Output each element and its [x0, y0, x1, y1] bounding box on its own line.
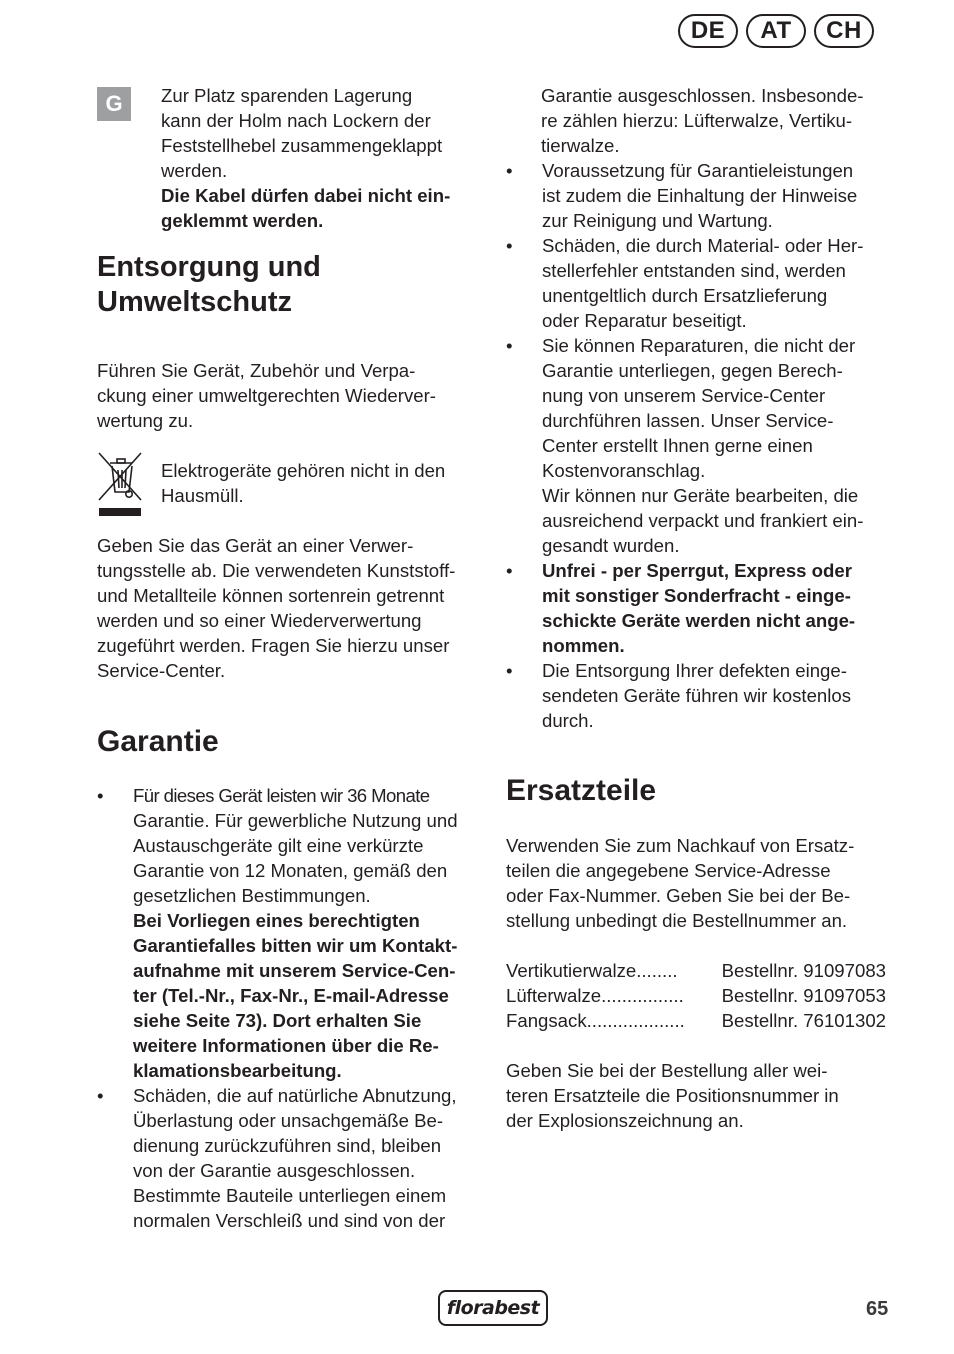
warranty-list-right [506, 158, 901, 733]
figure-marker-g: G [97, 87, 131, 121]
part-order-number: Bestellnr. 91097083 [721, 960, 886, 981]
text-line: Sie können Reparaturen, die nicht der [542, 335, 856, 356]
storage-line: kann der Holm nach Lockern der [161, 110, 431, 131]
text-line: Führen Sie Gerät, Zubehör und Verpa- [97, 360, 416, 381]
spare-parts-paragraph-1 [506, 833, 901, 933]
part-name: Vertikutierwalze [506, 960, 637, 981]
text-line: Center erstellt Ihnen gerne einen [542, 435, 813, 456]
disposal-paragraph-1 [97, 358, 487, 433]
bullet: • [506, 160, 513, 181]
text-line: Geben Sie das Gerät an einer Verwer- [97, 535, 414, 556]
text-line: Für dieses Gerät leisten wir 36 Monate [133, 785, 430, 806]
text-line: durchführen lassen. Unser Service- [542, 410, 834, 431]
bold-line: Unfrei - per Sperrgut, Express oder [542, 560, 852, 581]
text-line: und Metallteile können sortenrein getrennt [97, 585, 445, 606]
text-line: Garantie ausgeschlossen. Insbesonde- [541, 85, 864, 106]
florabest-logo: florabest [438, 1290, 548, 1326]
text-line: Die Entsorgung Ihrer defekten einge- [542, 660, 847, 681]
text-line: Voraussetzung für Garantieleistungen [542, 160, 854, 181]
text-line: teilen die angegebene Service-Adresse [506, 860, 831, 881]
text-line: Geben Sie bei der Bestellung aller wei- [506, 1060, 828, 1081]
list-item [506, 233, 901, 333]
text-line: tierwalze. [541, 135, 620, 156]
list-item [506, 158, 901, 233]
bold-line: mit sonstiger Sonderfracht - einge- [542, 585, 851, 606]
bold-line: schickte Geräte werden nicht ange- [542, 610, 856, 631]
text-line: Kostenvoranschlag. [542, 460, 706, 481]
spare-parts-heading: Ersatzteile [506, 774, 657, 807]
disposal-heading [97, 250, 321, 320]
list-item [97, 1083, 487, 1233]
storage-line: werden. [161, 160, 228, 181]
disposal-heading-line: Umweltschutz [97, 286, 292, 318]
bold-line: nommen. [542, 635, 625, 656]
bold-line: siehe Seite 73). Dort erhalten Sie [133, 1010, 422, 1031]
disposal-paragraph-2 [97, 533, 492, 683]
bullet: • [506, 560, 513, 581]
text-line: teren Ersatzteile die Positionsnummer in [506, 1085, 839, 1106]
text-line: tungsstelle ab. Die verwendeten Kunststoff- [97, 560, 456, 581]
badge-at: AT [746, 14, 806, 48]
spare-part-row [506, 958, 886, 983]
bullet: • [97, 1085, 104, 1106]
text-line: normalen Verschleiß und sind von der [133, 1210, 446, 1231]
text-line: zur Reinigung und Wartung. [542, 210, 773, 231]
text-line: Hausmüll. [161, 485, 244, 506]
text-line: gesandt wurden. [542, 535, 680, 556]
text-line: Verwenden Sie zum Nachkauf von Ersatz- [506, 835, 855, 856]
part-order-number: Bestellnr. 91097053 [721, 985, 886, 1006]
storage-warning-line: Die Kabel dürfen dabei nicht ein- [161, 185, 451, 206]
storage-line: Zur Platz sparenden Lagerung [161, 85, 413, 106]
text-line: Bestimmte Bauteile unterliegen einem [133, 1185, 447, 1206]
text-line: von der Garantie ausgeschlossen. [133, 1160, 416, 1181]
text-line: Schäden, die durch Material- oder Her- [542, 235, 864, 256]
text-line: Service-Center. [97, 660, 226, 681]
bold-line: aufnahme mit unserem Service-Cen- [133, 960, 456, 981]
text-line: Garantie. Für gewerbliche Nutzung und [133, 810, 458, 831]
leader-dots: ................... [586, 1010, 685, 1031]
text-line: ckung einer umweltgerechten Wiederver- [97, 385, 436, 406]
text-line: stellerfehler entstanden sind, werden [542, 260, 846, 281]
leader-dots: ................ [601, 985, 684, 1006]
bold-line: Bei Vorliegen eines berechtigten [133, 910, 420, 931]
text-line: Überlastung oder unsachgemäße Be- [133, 1110, 444, 1131]
text-line: ist zudem die Einhaltung der Hinweise [542, 185, 858, 206]
spare-part-row [506, 1008, 886, 1033]
storage-note [161, 83, 481, 233]
bullet: • [506, 335, 513, 356]
list-item [506, 333, 901, 558]
spare-parts-list [506, 958, 886, 1033]
warranty-heading: Garantie [97, 725, 219, 758]
text-line: ausreichend verpackt und frankiert ein- [542, 510, 864, 531]
text-line: stellung unbedingt die Bestellnummer an. [506, 910, 848, 931]
bullet: • [506, 235, 513, 256]
text-line: Elektrogeräte gehören nicht in den [161, 460, 446, 481]
text-line: Schäden, die auf natürliche Abnutzung, [133, 1085, 457, 1106]
bold-line: Garantiefalles bitten wir um Kontakt- [133, 935, 458, 956]
bullet: • [506, 660, 513, 681]
weee-note [161, 458, 481, 508]
text-line: Austauschgeräte gilt eine verkürzte [133, 835, 424, 856]
storage-warning-line: geklemmt werden. [161, 210, 324, 231]
text-line: re zählen hierzu: Lüfterwalze, Vertiku- [541, 110, 853, 131]
text-line: oder Reparatur beseitigt. [542, 310, 747, 331]
text-line: unentgeltlich durch Ersatzlieferung [542, 285, 828, 306]
list-item [506, 558, 901, 658]
part-name: Lüfterwalze [506, 985, 602, 1006]
language-badges [678, 14, 874, 48]
text-line: nung von unserem Service-Center [542, 385, 826, 406]
text-line: gesetzlichen Bestimmungen. [133, 885, 371, 906]
bold-line: klamationsbearbeitung. [133, 1060, 342, 1081]
list-item [97, 783, 487, 1083]
text-line: Wir können nur Geräte bearbeiten, die [542, 485, 859, 506]
bold-line: ter (Tel.-Nr., Fax-Nr., E-mail-Adresse [133, 985, 449, 1006]
part-order-number: Bestellnr. 76101302 [721, 1010, 886, 1031]
text-line: wertung zu. [97, 410, 194, 431]
part-name: Fangsack [506, 1010, 587, 1031]
text-line: werden und so einer Wiederverwertung [97, 610, 422, 631]
text-line: Garantie von 12 Monaten, gemäß den [133, 860, 448, 881]
text-line: zugeführt werden. Fragen Sie hierzu unser [97, 635, 450, 656]
leader-dots: ........ [636, 960, 678, 981]
text-line: dienung zurückzuführen sind, bleiben [133, 1135, 442, 1156]
spare-part-row [506, 983, 886, 1008]
text-line: sendeten Geräte führen wir kostenlos [542, 685, 852, 706]
storage-line: Feststellhebel zusammengeklappt [161, 135, 443, 156]
bold-line: weitere Informationen über die Re- [133, 1035, 439, 1056]
disposal-heading-line: Entsorgung und [97, 251, 321, 283]
bullet: • [97, 785, 104, 806]
list-item [506, 658, 901, 733]
text-line: durch. [542, 710, 594, 731]
text-line: der Explosionszeichnung an. [506, 1110, 744, 1131]
text-line: Garantie unterliegen, gegen Berech- [542, 360, 843, 381]
spare-parts-paragraph-2 [506, 1058, 901, 1133]
weee-bin-icon [96, 450, 144, 518]
warranty-list-left [97, 783, 487, 1233]
page-number: 65 [866, 1298, 889, 1320]
badge-ch: CH [814, 14, 874, 48]
text-line: oder Fax-Nummer. Geben Sie bei der Be- [506, 885, 851, 906]
badge-de: DE [678, 14, 738, 48]
warranty-item2-continued [541, 83, 901, 158]
